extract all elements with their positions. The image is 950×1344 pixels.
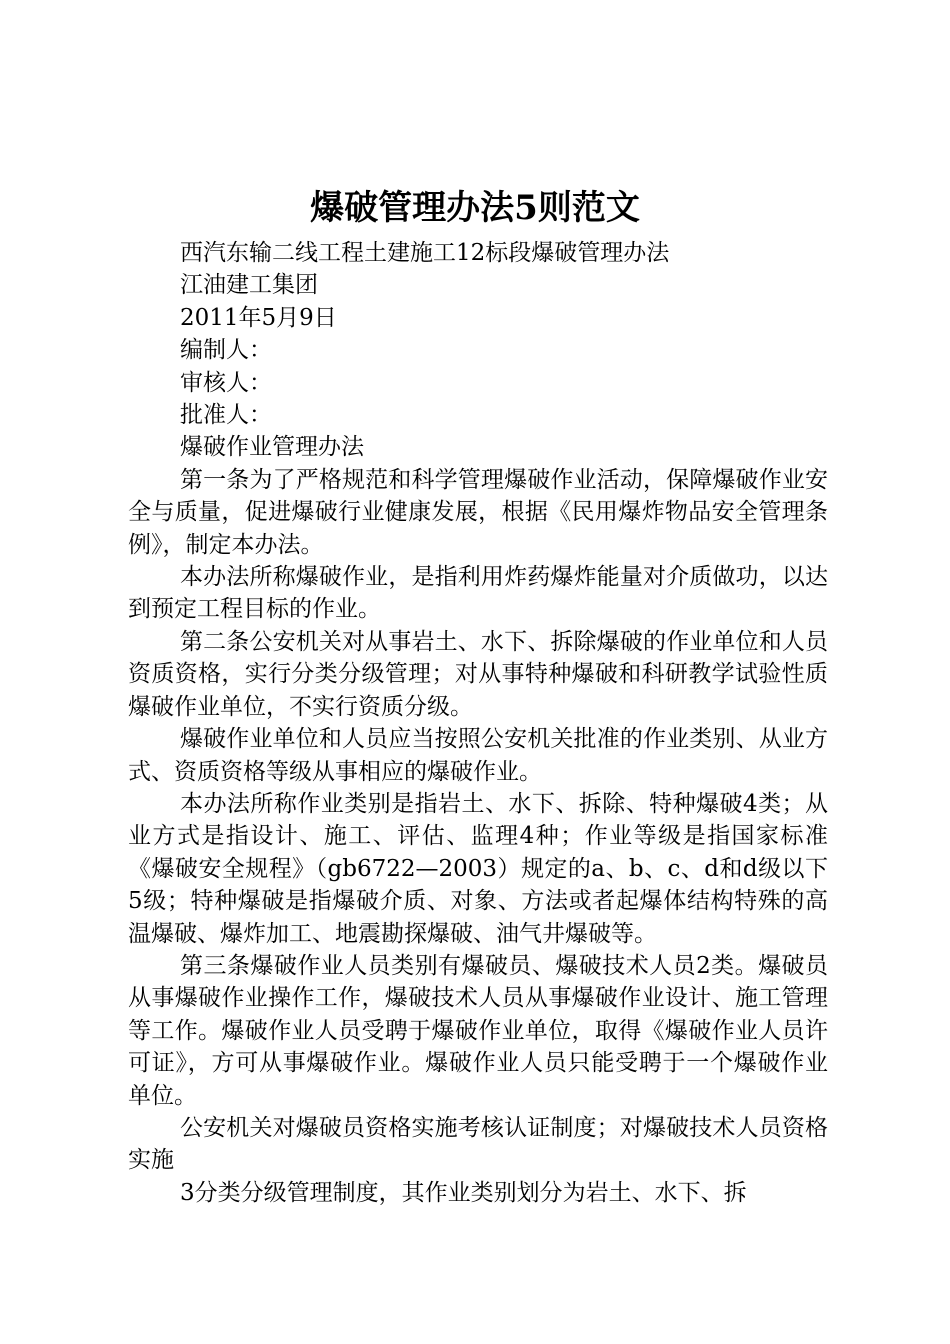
approver-line: 批准人： (180, 402, 272, 429)
paragraph: 公安机关对爆破员资格实施考核认证制度；对爆破技术人员资格实施 (128, 1114, 828, 1174)
company-line: 江油建工集团 (180, 272, 318, 299)
paragraph: 第一条为了严格规范和科学管理爆破作业活动，保障爆破作业安全与质量，促进爆破行业健康发展，根据《民用爆炸物品安全管理条例》，制定本办法。 (128, 466, 828, 558)
paragraph: 爆破作业单位和人员应当按照公安机关批准的作业类别、从业方式、资质资格等级从事相应的爆破作业。 (128, 726, 828, 785)
paragraph: 本办法所称爆破作业，是指利用炸药爆炸能量对介质做功，以达到预定工程目标的作业。 (128, 564, 828, 623)
paragraph: 第二条公安机关对从事岩土、水下、拆除爆破的作业单位和人员资质资格，实行分类分级管理；对从事特种爆破和科研教学试验性质爆破作业单位，不实行资质分级。 (128, 628, 828, 720)
document-body (128, 237, 828, 1209)
document-title: 爆破管理办法5则范文 (310, 188, 640, 228)
project-title-line: 西汽东输二线工程土建施工12标段爆破管理办法 (180, 240, 670, 266)
reviewer-line: 审核人： (180, 369, 272, 396)
author-line: 编制人： (180, 337, 272, 364)
paragraph: 3分类分级管理制度，其作业类别划分为岩土、水下、拆 (180, 1179, 747, 1206)
paragraph: 本办法所称作业类别是指岩土、水下、拆除、特种爆破4类；从业方式是指设计、施工、评估、监理4种；作业等级是指国家标准《爆破安全规程》（gb6722—2003）规定的a、b、c、d和d级以下5级；特种爆破是指爆破介质、对象、方法或者起爆体结构特殊的高温爆破、爆炸加工、地震勘探爆破、油气井爆破等。 (128, 790, 828, 947)
paragraph: 第三条爆破作业人员类别有爆破员、爆破技术人员2类。爆破员从事爆破作业操作工作，爆破技术人员从事爆破作业设计、施工管理等工作。爆破作业人员受聘于爆破作业单位，取得《爆破作业人员许可证》，方可从事爆破作业。爆破作业人员只能受聘于一个爆破作业单位。 (128, 952, 828, 1109)
section-heading: 爆破作业管理办法 (180, 434, 364, 461)
date-line: 2011年5月9日 (180, 304, 337, 331)
